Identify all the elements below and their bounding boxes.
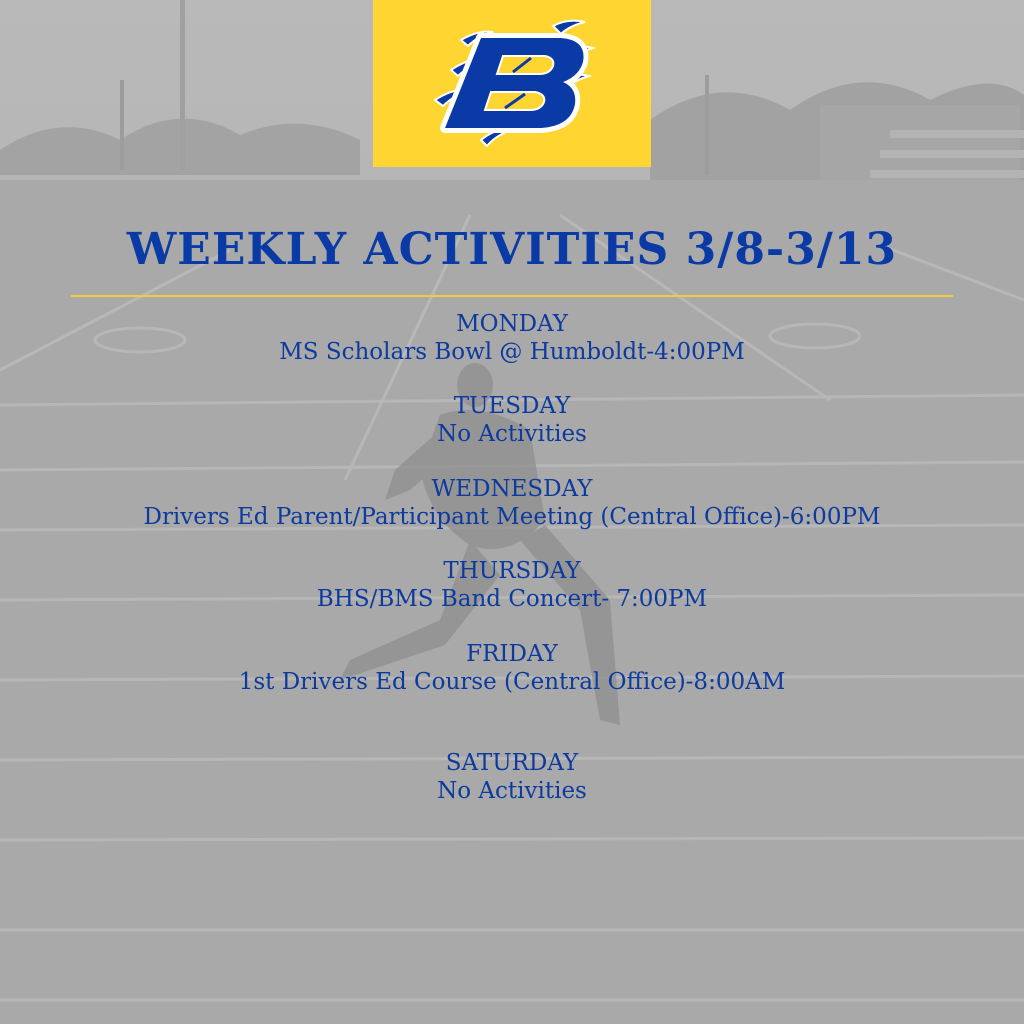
day-activity: 1st Drivers Ed Course (Central Office)-8:00AM: [238, 669, 786, 695]
page-title: WEEKLY ACTIVITIES 3/8-3/13: [126, 224, 898, 275]
logo-box: [373, 0, 651, 167]
claw-mark-b-logo-icon: [373, 0, 651, 167]
day-activity: MS Scholars Bowl @ Humboldt-4:00PM: [279, 339, 745, 365]
day-name: WEDNESDAY: [431, 476, 593, 502]
day-activity: Drivers Ed Parent/Participant Meeting (Central Office)-6:00PM: [143, 504, 881, 530]
divider-rule: [71, 295, 953, 297]
day-block-monday: [0, 310, 1024, 366]
day-name: TUESDAY: [453, 393, 571, 419]
day-activity: No Activities: [437, 421, 587, 447]
day-activity: BHS/BMS Band Concert- 7:00PM: [316, 586, 708, 612]
day-block-friday: [0, 640, 1024, 696]
day-block-thursday: [0, 557, 1024, 613]
day-block-saturday: [0, 749, 1024, 805]
day-name: SATURDAY: [445, 750, 579, 776]
day-block-wednesday: [0, 475, 1024, 531]
day-name: THURSDAY: [443, 558, 581, 584]
day-name: MONDAY: [456, 311, 568, 337]
day-activity: No Activities: [437, 778, 587, 804]
day-block-tuesday: [0, 392, 1024, 448]
day-name: FRIDAY: [466, 641, 558, 667]
